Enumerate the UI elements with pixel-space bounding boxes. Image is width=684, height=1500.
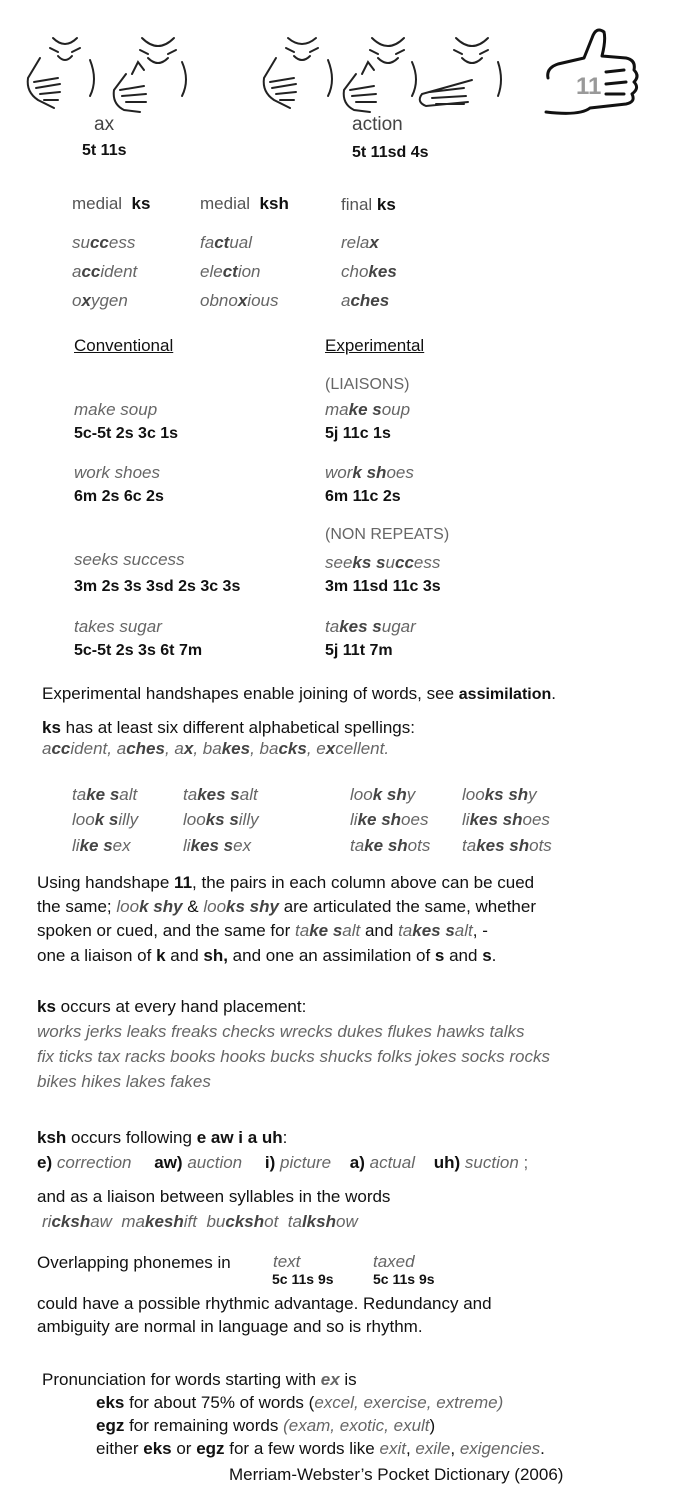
pair-cell: look silly [72,810,139,829]
assimilation-note: Experimental handshapes enable joining of words, see assimilation. [42,684,556,703]
pair-cell: take shots [350,836,431,855]
pair-cell: looks silly [183,810,259,829]
pair-cell: look shy [350,785,416,804]
conv-phrase: make soup [74,400,158,419]
thumbs-up-handshape-icon [540,22,650,122]
pair-cell: like sex [72,836,131,855]
heading-experimental: Experimental [325,336,425,355]
header-medial-ksh: medial ksh [200,194,289,213]
exp-code: 5j 11c 1s [325,425,391,442]
face-hand-illustration-ax [20,30,210,120]
every-placement-heading: ks occurs at every hand placement: [37,997,307,1016]
heading-conventional: Conventional [74,336,174,355]
ksh-examples: e) correction aw) auction i) picture a) actual uh) suction ; [37,1153,529,1172]
ksh-liaison-words: rickshaw makeshift buckshot talkshow [42,1212,358,1231]
example-word: accident [72,262,138,281]
label-ax: ax [94,114,115,135]
six-spellings-list: accident, aches, ax, bakes, backs, excellent. [42,739,390,758]
example-word: election [200,262,261,281]
exp-phrase: make soup [325,400,411,419]
conv-phrase: seeks success [74,550,185,569]
overlap-code-taxed: 5c 11s 9s [373,1271,435,1287]
using-line-4: one a liaison of k and sh, and one an assimilation of s and s. [37,946,497,965]
example-word: aches [341,291,390,310]
pron-line-4: either eks or egz for a few words like exit, exile, exigencies. [96,1439,545,1458]
six-spellings-heading: ks has at least six different alphabetical spellings: [42,718,415,737]
code-action: 5t 11sd 4s [352,144,429,161]
pair-cell: takes shots [462,836,552,855]
pron-line-1: Pronunciation for words starting with ex is [42,1370,357,1389]
conv-code: 5c-5t 2s 3s 6t 7m [74,642,203,659]
ksh-liaison-note: and as a liaison between syllables in the words [37,1187,391,1206]
handshape-number-label: 11 [576,73,602,100]
example-word: success [72,233,136,252]
conv-code: 6m 2s 6c 2s [74,488,164,505]
source-citation: Merriam-Webster’s Pocket Dictionary (2006) [229,1465,564,1484]
exp-code: 6m 11c 2s [325,488,401,505]
exp-phrase: work shoes [325,463,414,482]
exp-code: 5j 11t 7m [325,642,393,659]
using-line-1: Using handshape 11, the pairs in each column above can be cued [37,873,535,892]
conv-code: 3m 2s 3s 3sd 2s 3c 3s [74,578,241,595]
overlap-word-taxed: taxed [373,1252,415,1271]
placement-words-1: works jerks leaks freaks checks wrecks dukes flukes hawks talks [37,1022,525,1041]
overlap-line-3: ambiguity are normal in language and so is rhythm. [37,1317,423,1336]
label-action: action [352,114,403,135]
using-line-3: spoken or cued, and the same for take salt and takes salt, - [37,921,488,940]
overlap-word-text: text [273,1252,301,1271]
code-ax: 5t 11s [82,142,127,159]
overlap-code-text: 5c 11s 9s [272,1271,334,1287]
example-word: oxygen [72,291,128,310]
overlap-line-2: could have a possible rhythmic advantage. Redundancy and [37,1294,492,1313]
using-line-2: the same; look shy & looks shy are articulated the same, whether [37,897,536,916]
exp-phrase: seeks success [325,553,441,572]
example-word: chokes [341,262,397,281]
overlap-text: Overlapping phonemes in [37,1253,231,1272]
pair-cell: likes shoes [462,810,550,829]
conv-phrase: work shoes [74,463,160,482]
label-liaisons: (LIAISONS) [325,376,410,393]
conv-code: 5c-5t 2s 3c 1s [74,425,179,442]
header-final-ks: final ks [341,195,396,214]
header-medial-ks: medial ks [72,194,151,213]
pair-cell: takes salt [183,785,258,804]
pair-cell: looks shy [462,785,537,804]
example-word: factual [200,233,252,252]
face-hand-illustration-action [258,30,528,120]
example-word: obnoxious [200,291,279,310]
placement-words-2: fix ticks tax racks books hooks bucks shucks folks jokes socks rocks [37,1047,551,1066]
pair-cell: take salt [72,785,138,804]
pair-cell: like shoes [350,810,429,829]
exp-phrase: takes sugar [325,617,416,636]
pair-cell: likes sex [183,836,252,855]
ksh-heading: ksh occurs following e aw i a uh: [37,1128,288,1147]
pron-line-2: eks for about 75% of words (excel, exercise, extreme) [96,1393,504,1412]
exp-code: 3m 11sd 11c 3s [325,578,441,595]
label-non-repeats: (NON REPEATS) [325,526,450,543]
placement-words-3: bikes hikes lakes fakes [37,1072,211,1091]
example-word: relax [341,233,379,252]
conv-phrase: takes sugar [74,617,162,636]
pron-line-3: egz for remaining words (exam, exotic, exult) [96,1416,436,1435]
